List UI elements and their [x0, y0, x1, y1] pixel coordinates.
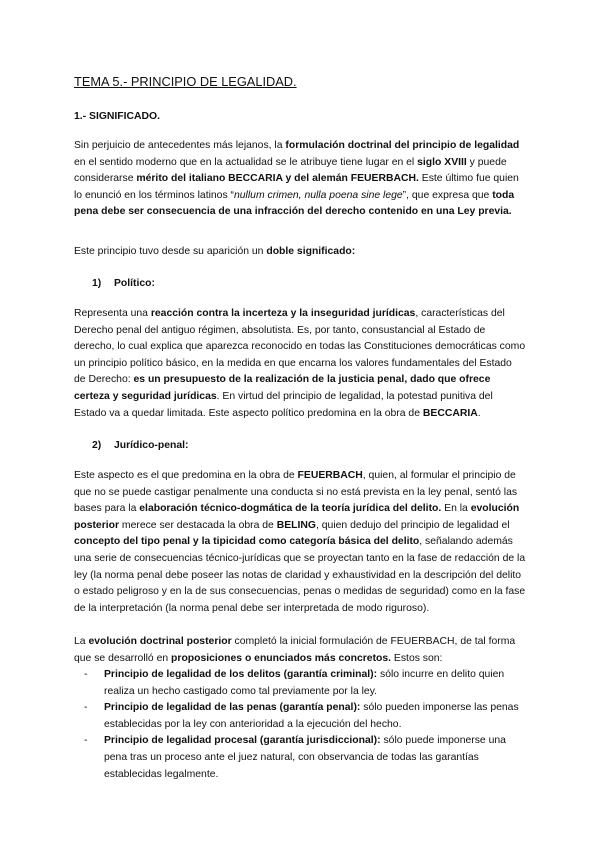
bold-text: mérito del italiano BECCARIA y del alemán FEUERBACH. — [136, 173, 419, 185]
bold-text: evolución doctrinal posterior — [88, 636, 232, 647]
text: y puede considerarse — [74, 156, 507, 185]
subheading-label: Político: — [114, 278, 155, 289]
text: merece ser destacada la obra de — [119, 519, 277, 531]
bold-text: Principio de legalidad procesal (garantía jurisdiccional): — [104, 735, 381, 747]
text: Estos son: — [391, 652, 443, 664]
paragraph-doble-significado — [74, 244, 526, 261]
text: Este último fue quien lo enunció en los términos latinos “ — [74, 173, 519, 201]
text: . En virtud del principio de legalidad, la potestad punitiva del Estado va a quedar limitada. Este aspecto político predomina en la obra de — [74, 390, 493, 419]
text: ”, que expresa que — [402, 189, 493, 201]
text: En la — [441, 503, 471, 515]
bold-text: es un presupuesto de la realización de la justicia penal, dado que ofrece certeza y seguridad jurídicas — [74, 374, 491, 402]
text: , quien, al formular el principio de que no se puede castigar penalmente una conducta si no está prevista en la ley penal, sentó las bases para la — [74, 470, 518, 515]
text: sólo incurre en delito quien realiza un hecho castigado como tal previamente por la ley. — [104, 669, 505, 697]
document-title: TEMA 5.- PRINCIPIO DE LEGALIDAD. — [74, 74, 297, 89]
bold-text: elaboración técnico-dogmática de la teoría jurídica del delito. — [139, 503, 442, 515]
bold-text: reacción contra la incerteza y la inseguridad jurídicas — [150, 308, 416, 319]
bold-text: doble significado: — [266, 246, 356, 257]
section-heading-significado: 1.- SIGNIFICADO. — [74, 111, 161, 122]
paragraph-juridico-penal — [74, 468, 526, 617]
text: , quien dedujo del principio de legalidad el — [316, 519, 510, 531]
bold-text: BELING — [276, 519, 316, 531]
text: sólo pueden imponerse las penas establecidas por la ley con anterioridad a la ejecución del hecho. — [104, 702, 519, 730]
text: en el sentido moderno que en la actualidad se le atribuye tiene lugar en el — [74, 156, 418, 168]
text: , características del Derecho penal del antiguo régimen, absolutista. Es, por tanto, consustancial al Estado de derecho, lo cual explica que aparezca reconocido en todas las Constituciones democráticas como un principio político básico, en la medida en que encarna los valores fundamentales del Estado de Derecho: — [74, 308, 526, 386]
text: Representa una — [74, 308, 151, 319]
subheading-number: 1) — [92, 278, 102, 289]
text: . — [477, 407, 481, 419]
bold-text: proposiciones o enunciados más concretos. — [171, 652, 392, 664]
paragraph-intro — [74, 138, 526, 221]
italic-text: nullum crimen, nulla poena sine lege — [234, 189, 403, 201]
subheading-politico — [92, 276, 155, 292]
subheading-label: Jurídico-penal: — [114, 440, 189, 451]
bold-text: Principio de legalidad de los delitos (garantía criminal): — [104, 669, 378, 680]
list-item — [74, 700, 526, 733]
list-item — [74, 667, 526, 700]
bold-text: Principio de legalidad de las penas (garantía penal): — [104, 702, 361, 714]
text: La — [74, 636, 89, 647]
subheading-juridico-penal — [92, 438, 188, 454]
bold-text: toda pena debe ser consecuencia de una infracción del derecho contenido en una Ley previa. — [74, 189, 515, 218]
bold-text: formulación doctrinal del principio de legalidad — [285, 140, 520, 151]
text: Sin perjuicio de antecedentes más lejanos, la — [74, 140, 286, 151]
bold-text: FEUERBACH — [297, 470, 363, 481]
paragraph-evolucion-doctrinal — [74, 634, 526, 667]
principles-list — [74, 667, 526, 783]
bold-text: BECCARIA — [422, 407, 478, 419]
list-item — [74, 733, 526, 783]
text: completó la inicial formulación de FEUERBACH, de tal forma que se desarrolló en — [74, 636, 516, 664]
bold-text: concepto del tipo penal y la tipicidad como categoría básica del delito — [74, 536, 420, 548]
subheading-number: 2) — [92, 440, 102, 451]
text: Este aspecto es el que predomina en la obra de — [74, 470, 298, 481]
text: Este principio tuvo desde su aparición un — [74, 246, 267, 257]
bold-text: evolución posterior — [74, 503, 520, 531]
text: , señalando además una serie de consecuencias técnico-jurídicas que se proyectan tanto en la fase de redacción de la ley (la norma penal debe poseer las notas de claridad y exhaustividad en la descripción del delito o estado peligroso y en la de sus consecuencias, penas o medidas de seguridad) como en la fase de la interpretación (la norma penal debe ser interpretada de modo riguroso). — [74, 536, 526, 614]
bold-text: siglo XVIII — [417, 156, 467, 168]
paragraph-politico — [74, 306, 526, 422]
text: sólo puede imponerse una pena tras un proceso ante el juez natural, con observancia de todas las garantías establecidas legalmente. — [104, 735, 506, 780]
